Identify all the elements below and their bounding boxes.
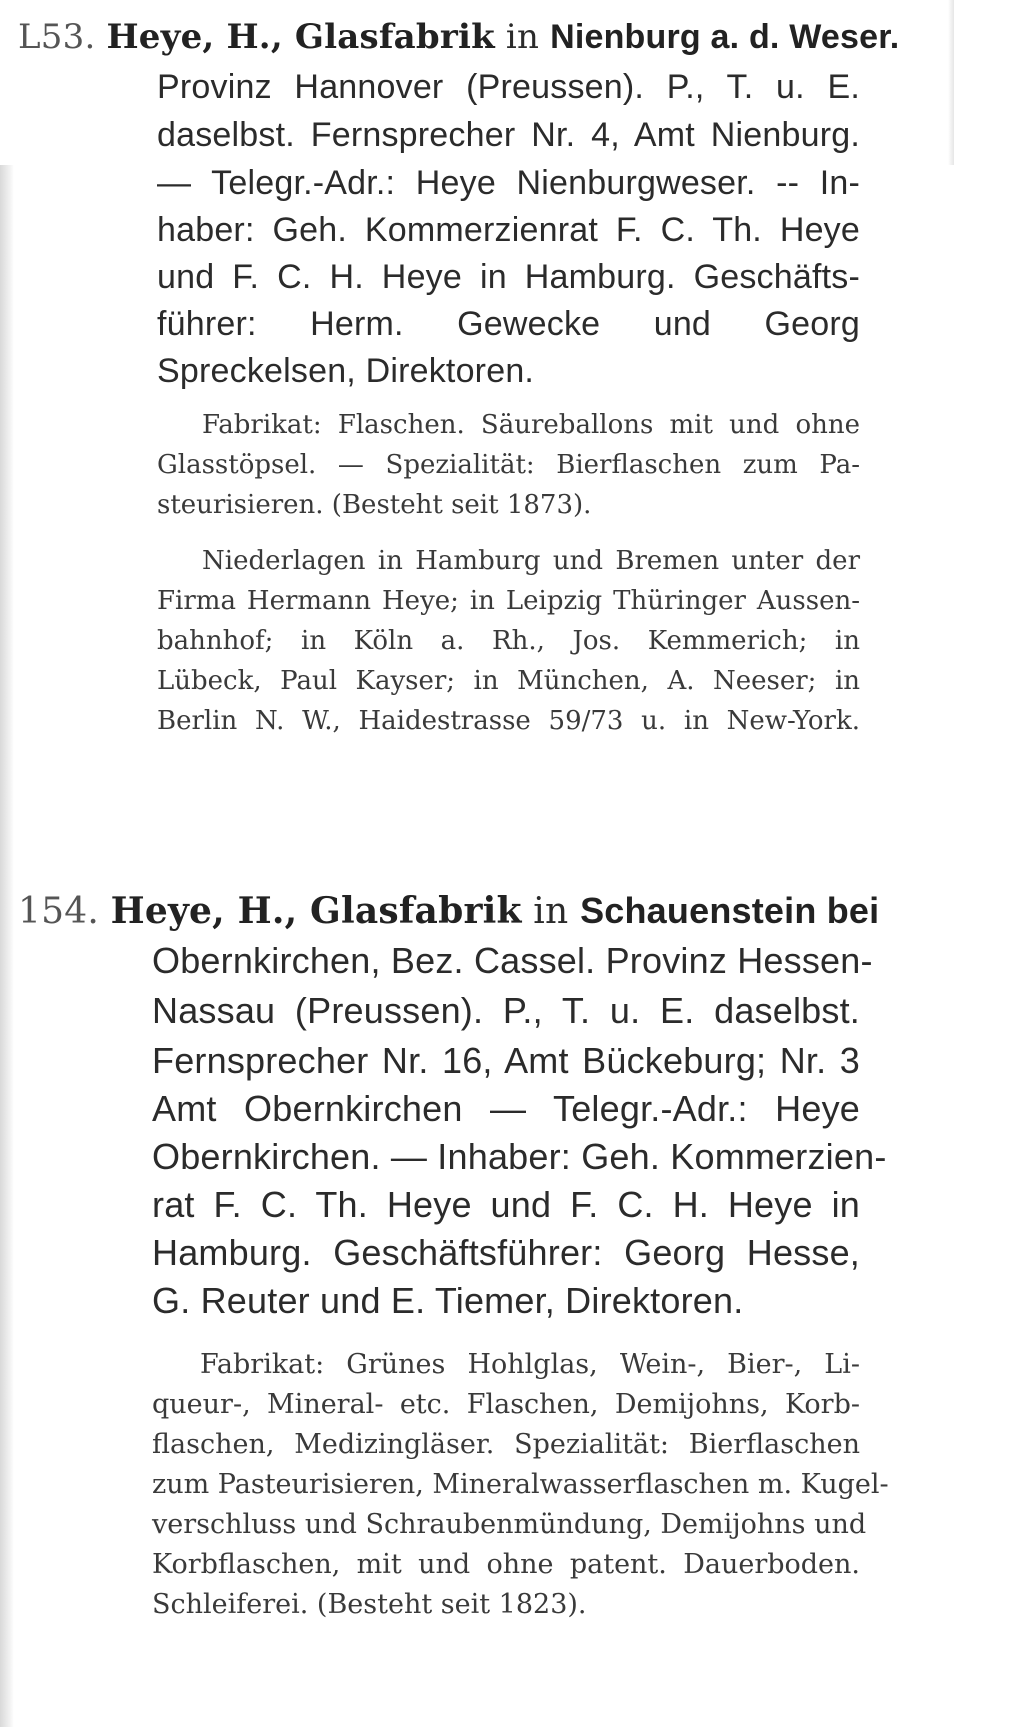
niederlagen-line: bahnhof; in Köln a. Rh., Jos. Kemmerich; in bbox=[157, 626, 860, 656]
entry-text-line: Obernkirchen. — Inhaber: Geh. Kommerzien- bbox=[152, 1136, 887, 1177]
entry-number: 154. bbox=[18, 891, 99, 932]
entry-text-line: und F. C. H. Heye in Hamburg. Geschäfts- bbox=[157, 258, 860, 296]
niederlagen-line: Lübeck, Paul Kayser; in München, A. Neeser; in bbox=[157, 666, 860, 696]
entry-text-line: führer: Herm. Gewecke und Georg bbox=[157, 305, 860, 343]
entry-text-line: Hamburg. Geschäftsführer: Georg Hesse, bbox=[152, 1232, 860, 1273]
fabrikat-line: verschluss und Schraubenmündung, Demijohns und bbox=[152, 1509, 867, 1540]
entry-text-line: Spreckelsen, Direktoren. bbox=[157, 352, 535, 390]
company-location: Schauenstein bei bbox=[580, 890, 880, 931]
entry-text-line: Provinz Hannover (Preussen). P., T. u. E. bbox=[157, 68, 860, 106]
entry-text-line: Amt Obernkirchen — Telegr.-Adr.: Heye bbox=[152, 1088, 860, 1129]
scan-page-edge-top bbox=[948, 0, 954, 165]
entry-text-line: Obernkirchen, Bez. Cassel. Provinz Hessen- bbox=[152, 940, 873, 981]
fabrikat-line: Glasstöpsel. — Spezialität: Bierflaschen zum Pa- bbox=[157, 450, 860, 480]
entry-153-heading bbox=[18, 12, 900, 62]
entry-text-line: Nassau (Preussen). P., T. u. E. daselbst. bbox=[152, 990, 860, 1031]
entry-text-line: — Telegr.-Adr.: Heye Nienburgweser. -- In- bbox=[157, 164, 860, 202]
niederlagen-line: Berlin N. W., Haidestrasse 59/73 u. in New-York. bbox=[157, 706, 860, 736]
fabrikat-line: Korbflaschen, mit und ohne patent. Dauerboden. bbox=[152, 1549, 860, 1580]
fabrikat-line: Schleiferei. (Besteht seit 1823). bbox=[152, 1589, 587, 1620]
company-name: Heye, H., Glasfabrik bbox=[110, 890, 522, 932]
fabrikat-line: zum Pasteurisieren, Mineralwasserflaschen m. Kugel- bbox=[152, 1469, 889, 1500]
entry-text-line: Fernsprecher Nr. 16, Amt Bückeburg; Nr. 3 bbox=[152, 1040, 860, 1081]
fabrikat-line: flaschen, Medizingläser. Spezialität: Bierflaschen bbox=[152, 1429, 860, 1460]
entry-text-line: haber: Geh. Kommerzienrat F. C. Th. Heye bbox=[157, 211, 860, 249]
company-name: Heye, H., Glasfabrik bbox=[106, 17, 495, 57]
fabrikat-line: Fabrikat: Flaschen. Säureballons mit und ohne bbox=[202, 410, 860, 440]
company-location: Nienburg a. d. Weser. bbox=[550, 18, 900, 56]
scan-page-edge bbox=[0, 165, 14, 1727]
entry-number: L53. bbox=[18, 17, 96, 57]
preposition: in bbox=[533, 891, 569, 932]
fabrikat-line: steurisieren. (Besteht seit 1873). bbox=[157, 490, 592, 520]
niederlagen-line: Firma Hermann Heye; in Leipzig Thüringer Aussen- bbox=[157, 586, 860, 616]
fabrikat-line: Fabrikat: Grünes Hohlglas, Wein-, Bier-, Li- bbox=[200, 1349, 860, 1380]
entry-text-line: G. Reuter und E. Tiemer, Direktoren. bbox=[152, 1280, 744, 1321]
entry-text-line: rat F. C. Th. Heye und F. C. H. Heye in bbox=[152, 1184, 860, 1225]
preposition: in bbox=[505, 17, 540, 57]
entry-154-heading bbox=[18, 885, 880, 938]
entry-text-line: daselbst. Fernsprecher Nr. 4, Amt Nienburg. bbox=[157, 116, 860, 154]
niederlagen-line: Niederlagen in Hamburg und Bremen unter der bbox=[202, 546, 860, 576]
fabrikat-line: queur-, Mineral- etc. Flaschen, Demijohns, Korb- bbox=[152, 1389, 860, 1420]
